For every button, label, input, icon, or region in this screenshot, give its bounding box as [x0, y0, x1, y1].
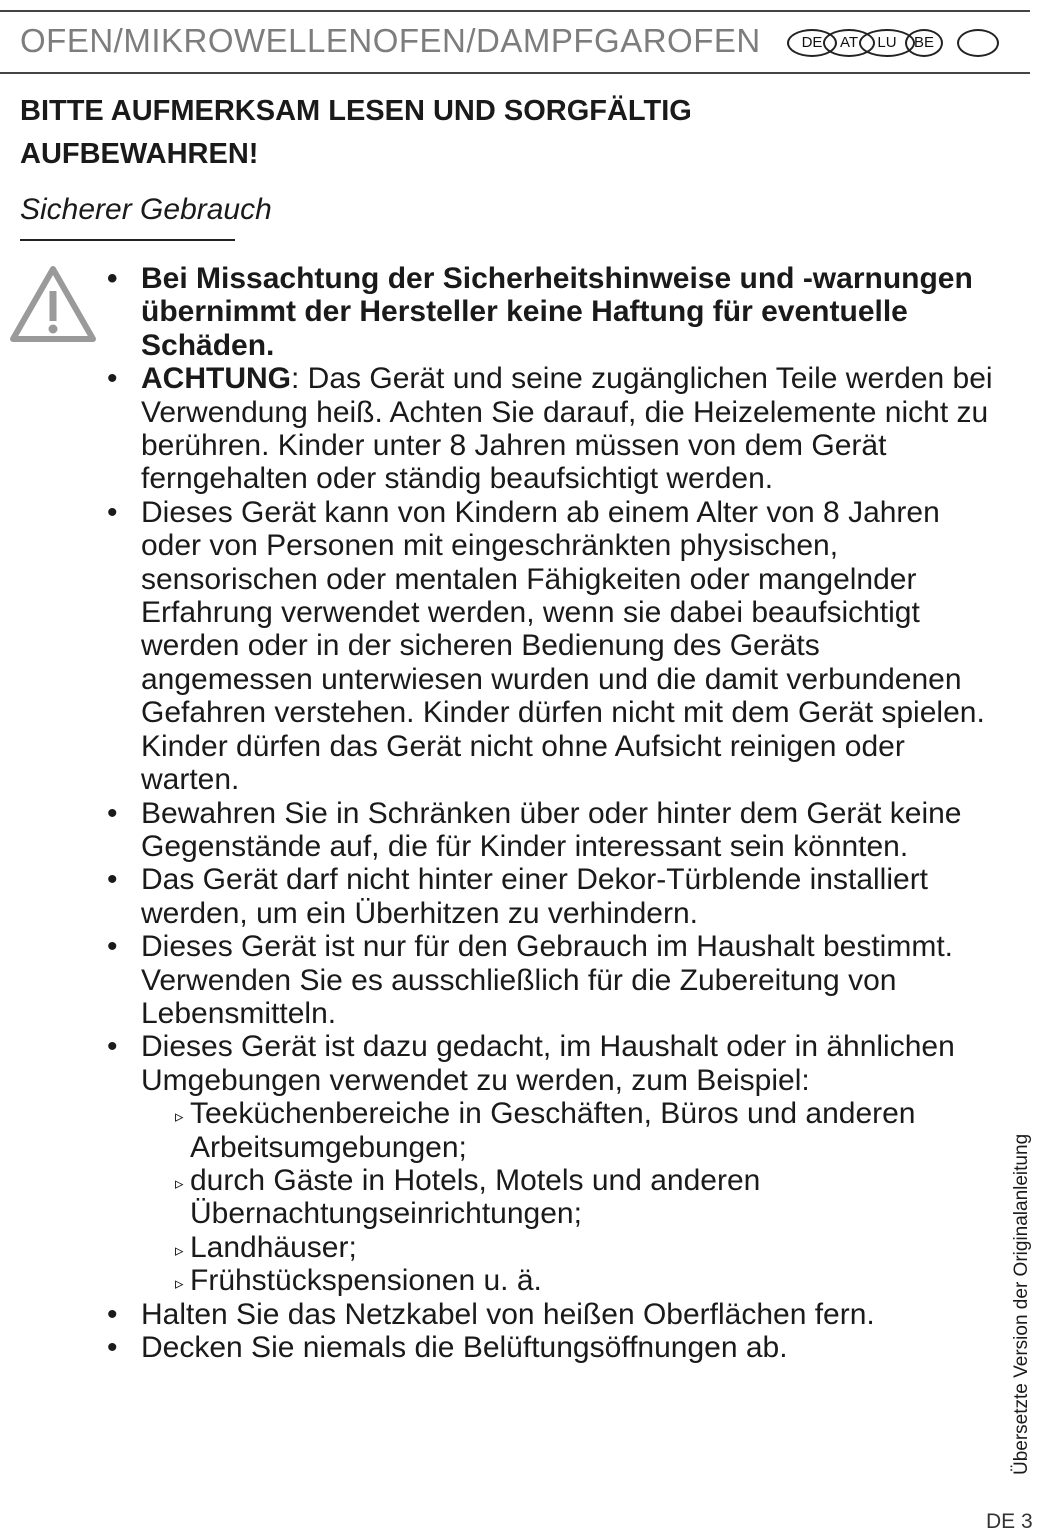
list-item-text: Decken Sie niemals die Belüftungsöffnungen ab. — [141, 1331, 788, 1364]
list-item — [105, 863, 995, 930]
list-item — [105, 1030, 995, 1297]
sublist-item — [141, 1264, 995, 1297]
language-badge-be: BE — [905, 29, 943, 57]
bullet-dot: • — [107, 1331, 118, 1364]
header-top-rule — [0, 10, 1030, 12]
list-item — [105, 496, 995, 797]
list-item — [105, 362, 995, 496]
list-item — [105, 930, 995, 1030]
bullet-dot: • — [107, 362, 118, 396]
warning-triangle-icon — [8, 263, 98, 345]
list-item-text: Bewahren Sie in Schränken über oder hinter dem Gerät keine Gegenstände auf, die für Kinder interessant sein könnten. — [141, 796, 962, 863]
section-title: Sicherer Gebrauch — [20, 193, 272, 226]
list-item — [105, 262, 995, 362]
bullet-dot: • — [107, 262, 118, 295]
section-title-underline — [20, 239, 235, 241]
bullet-dot: • — [107, 930, 118, 964]
language-badge-lu: LU — [859, 29, 915, 57]
sublist-item-text: Landhäuser; — [190, 1230, 357, 1264]
language-badge-de: DE — [787, 29, 837, 57]
list-item-lead: ACHTUNG — [141, 362, 291, 396]
sublist-item-text: Frühstückspensionen u. ä. — [190, 1264, 542, 1298]
page-number: DE 3 — [986, 1510, 1033, 1533]
safety-bullet-list — [105, 262, 995, 1364]
list-item-text: Dieses Gerät ist nur für den Gebrauch im Haushalt bestimmt. Verwenden Sie es ausschließlich für die Zubereitung von Lebensmitteln. — [141, 930, 953, 1030]
header-bottom-rule — [0, 72, 1030, 74]
bullet-dot: • — [107, 863, 118, 897]
translation-note: Übersetzte Version der Originalanleitung — [1011, 1133, 1032, 1475]
sublist-item — [141, 1231, 995, 1264]
read-carefully-notice: BITTE AUFMERKSAM LESEN UND SORGFÄLTIG AUFBEWAHREN! — [20, 95, 692, 170]
list-item-text: Halten Sie das Netzkabel von heißen Oberflächen fern. — [141, 1297, 875, 1331]
language-badge-at: AT — [823, 29, 875, 57]
language-badge-empty — [957, 29, 999, 57]
list-item — [105, 1298, 995, 1331]
list-item-text: Dieses Gerät ist dazu gedacht, im Haushalt oder in ähnlichen Umgebungen verwendet zu werden, zum Beispiel: — [141, 1030, 955, 1097]
triangle-bullet-icon: ▹ — [175, 1274, 184, 1294]
header-title: OFEN/MIKROWELLENOFEN/DAMPFGAROFEN — [20, 22, 761, 59]
bullet-dot: • — [107, 796, 118, 830]
sublist-item-text: Teeküchenbereiche in Geschäften, Büros und anderen Arbeitsumgebungen; — [190, 1097, 916, 1164]
list-item-text: Das Gerät darf nicht hinter einer Dekor-Türblende installiert werden, um ein Überhitzen zu verhindern. — [141, 863, 929, 930]
triangle-bullet-icon: ▹ — [175, 1240, 184, 1260]
list-item-text: : Das Gerät und seine zugänglichen Teile werden bei Verwendung heiß. Achten Sie darauf, die Heizelemente nicht zu berühren. Kinder unter 8 Jahren müssen von dem Gerät ferngehalten oder ständig beaufsichtigt werden. — [141, 362, 993, 496]
list-item-text: Dieses Gerät kann von Kindern ab einem Alter von 8 Jahren oder von Personen mit eingeschränkten physischen, sensorischen oder mentalen Fähigkeiten oder mangelnder Erfahrung verwendet werden, wenn sie dabei beaufsichtigt werden oder in der sicheren Bedienung des Geräts angemessen unterwiesen wurden und die damit verbundenen Gefahren verstehen. Kinder dürfen nicht mit dem Gerät spielen. Kinder dürfen das Gerät nicht ohne Aufsicht reinigen oder warten. — [141, 495, 985, 797]
bullet-dot: • — [107, 495, 118, 529]
list-item — [105, 797, 995, 864]
triangle-bullet-icon: ▹ — [175, 1107, 184, 1127]
bullet-dot: • — [107, 1297, 118, 1331]
list-item-text: Bei Missachtung der Sicherheitshinweise und -warnungen übernimmt der Hersteller keine Haftung für eventuelle Schäden. — [141, 262, 973, 362]
sublist-item — [141, 1097, 995, 1164]
triangle-bullet-icon: ▹ — [175, 1173, 184, 1193]
sublist-item — [141, 1164, 995, 1231]
bullet-dot: • — [107, 1030, 118, 1064]
list-item — [105, 1331, 995, 1364]
sublist-item-text: durch Gäste in Hotels, Motels und anderen Übernachtungseinrichtungen; — [190, 1163, 761, 1231]
example-sublist — [141, 1097, 995, 1297]
